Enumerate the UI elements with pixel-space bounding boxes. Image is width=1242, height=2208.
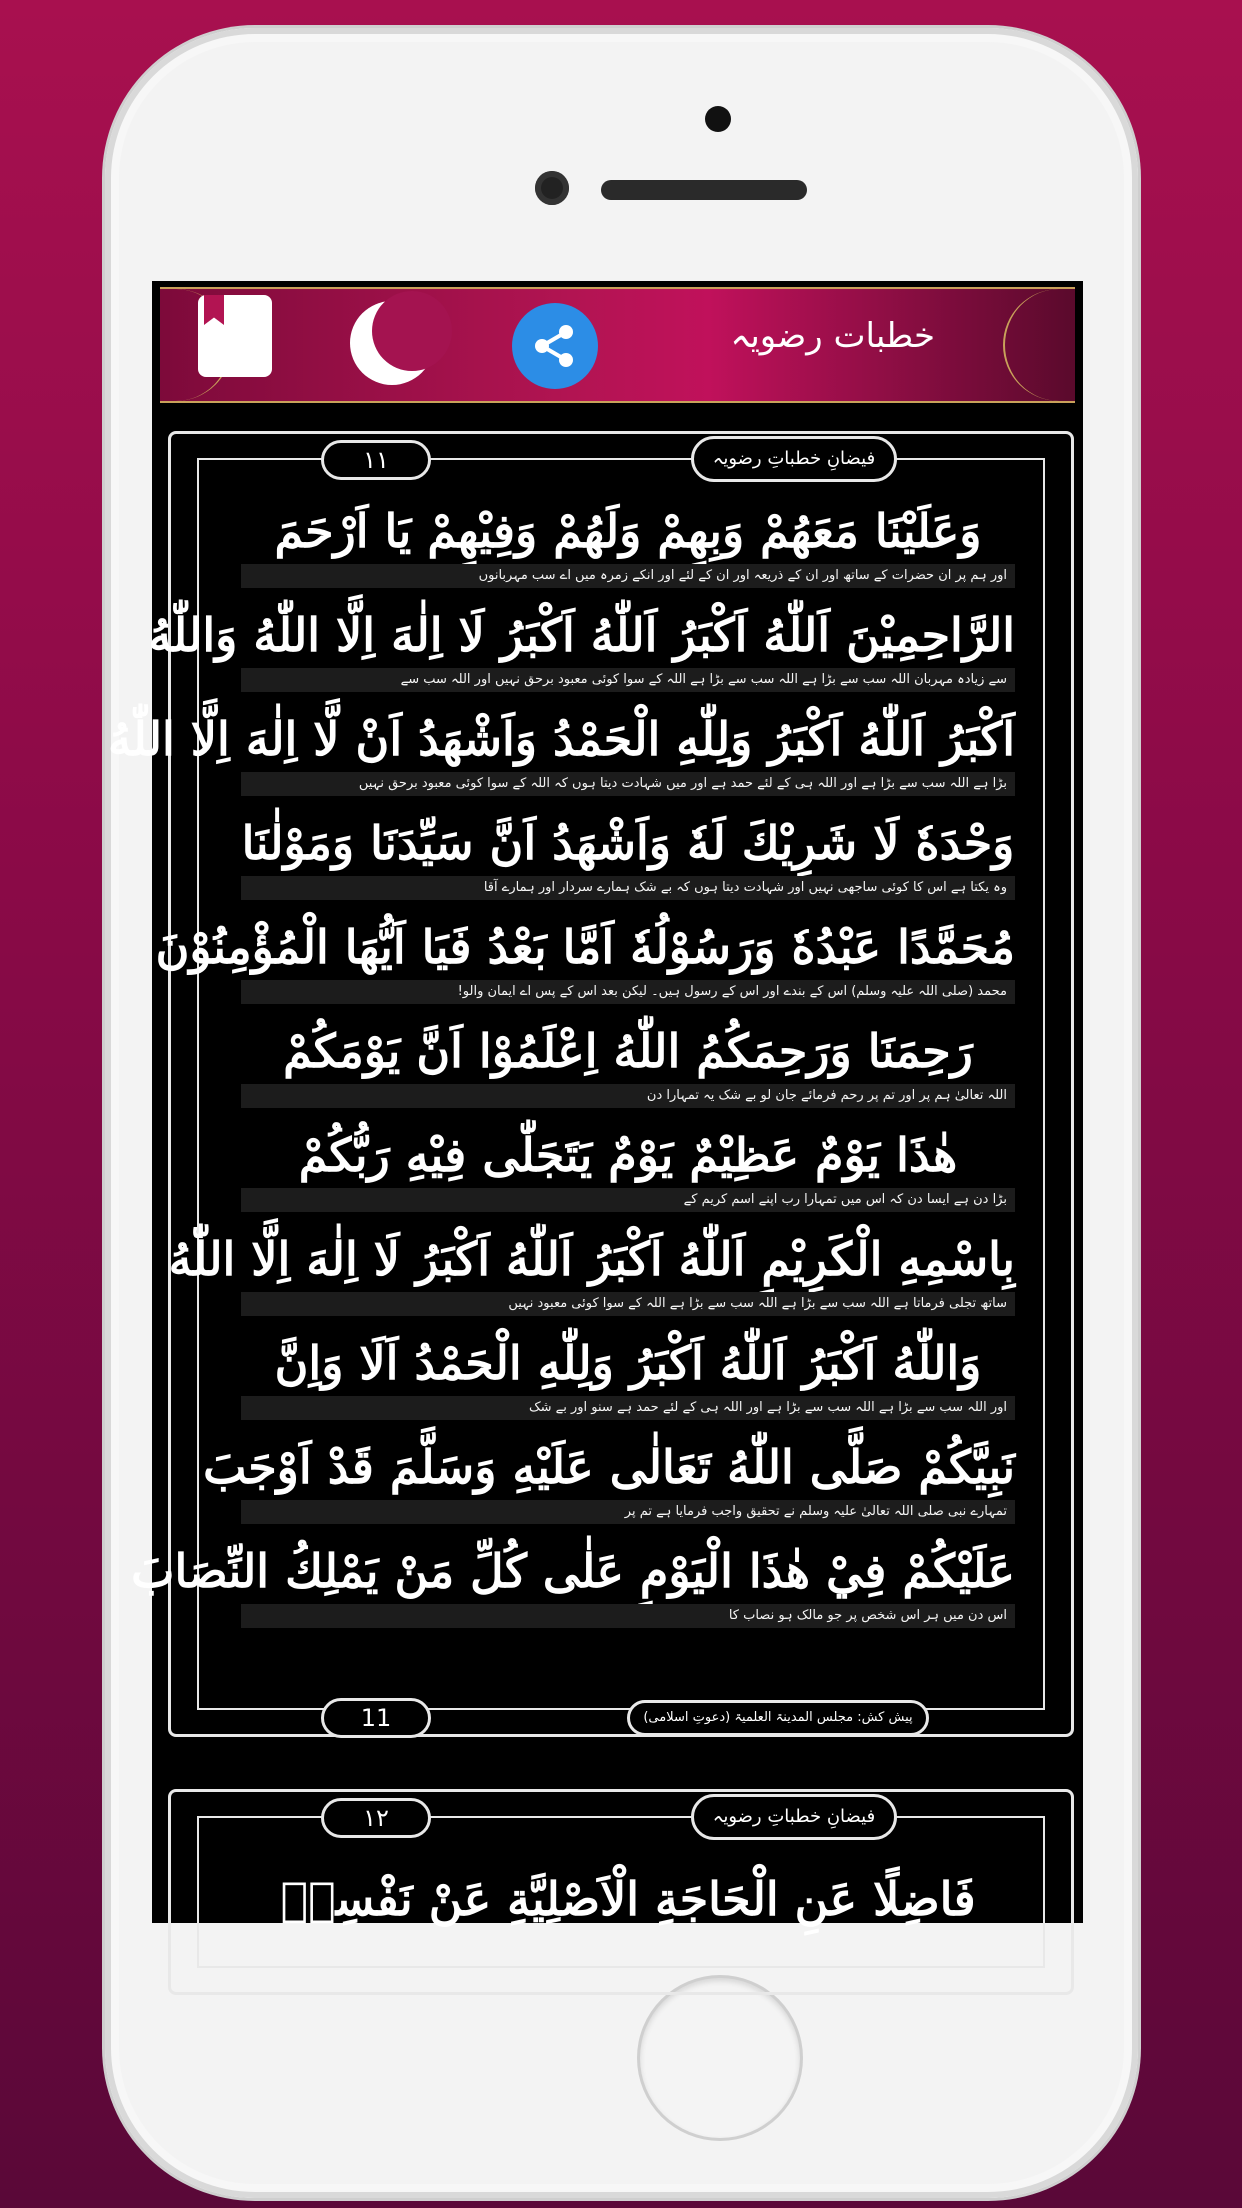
bookmark-icon <box>204 295 224 325</box>
page-footer: پیش کش: مجلس المدینۃ العلمیۃ (دعوتِ اسلامی) <box>627 1700 929 1736</box>
translation-line: اللہ تعالیٰ ہم پر اور تم پر رحم فرمائے جان لو بے شک یہ تمہارا دن <box>241 1084 1015 1108</box>
book-page[interactable] <box>108 431 1074 1737</box>
verse-line: اَكْبَرُ اَللّٰهُ اَكْبَرُ وَلِلّٰهِ الْحَمْدُ وَاَشْهَدُ اَنْ لَّا اِلٰهَ اِلَّا اللّٰهُ <box>108 712 1015 766</box>
translation-line: اور اللہ سب سے بڑا ہے اللہ سب سے بڑا ہے اور اللہ ہی کے لئے حمد ہے سنو اور بے شک <box>241 1396 1015 1420</box>
front-camera <box>535 171 569 205</box>
translation-line: اس دن میں ہر اس شخص پر جو مالک ہو نصاب کا <box>241 1604 1015 1628</box>
translation-line: بڑا ہے اللہ سب سے بڑا ہے اور اللہ ہی کے لئے حمد ہے اور میں شہادت دیتا ہوں کہ اللہ کے سوا کوئی معبود برحق نہیں <box>241 772 1015 796</box>
translation-line: بڑا دن ہے ایسا دن کہ اس میں تمہارا رب اپنے اسم کریم کے <box>241 1188 1015 1212</box>
page-header: فیضانِ خطباتِ رضویہ <box>691 436 897 482</box>
share-button[interactable] <box>512 303 598 389</box>
proximity-sensor <box>705 106 731 132</box>
verse-line: وَاللّٰهُ اَكْبَرُ اَللّٰهُ اَكْبَرُ وَلِلّٰهِ الْحَمْدُ اَلَا وَاِنَّ <box>274 1336 982 1390</box>
translation-line: محمد (صلی اللہ علیہ وسلم) اس کے بندے اور اس کے رسول ہیں۔ لیکن بعد اس کے پس اے ایمان والو! <box>241 980 1015 1004</box>
book-page-next[interactable] <box>168 1789 1074 1995</box>
night-mode-button[interactable] <box>350 301 440 385</box>
share-icon <box>532 323 578 369</box>
home-button[interactable] <box>640 1978 800 2138</box>
app-toolbar <box>160 287 1075 403</box>
verse-line: مُحَمَّدًا عَبْدُهٗ وَرَسُوْلُهٗ اَمَّا بَعْدُ فَيَا اَيُّهَا الْمُؤْمِنُوْنَ <box>155 920 1015 974</box>
verse-line: بِاسْمِهِ الْكَرِيْمِ اَللّٰهُ اَكْبَرُ اَللّٰهُ اَكْبَرُ لَا اِلٰهَ اِلَّا اللّٰهُ <box>168 1232 1015 1286</box>
verse-line: نَبِيَّكُمْ صَلَّى اللّٰهُ تَعَالٰى عَلَيْهِ وَسَلَّمَ قَدْ اَوْجَبَ <box>203 1440 1015 1494</box>
verse-line: رَحِمَنَا وَرَحِمَكُمُ اللّٰهُ اِعْلَمُوْا اَنَّ يَوْمَكُمْ <box>283 1024 973 1078</box>
verse-line: الرَّاحِمِيْنَ اَللّٰهُ اَكْبَرُ اَللّٰهُ اَكْبَرُ لَا اِلٰهَ اِلَّا اللّٰهُ وَاللّٰهُ <box>148 608 1015 662</box>
app-screen <box>108 281 1083 1926</box>
translation-line: وہ یکتا ہے اس کا کوئی ساجھی نہیں اور شہادت دیتا ہوں کہ بے شک ہمارے سردار اور ہمارے آقا <box>241 876 1015 900</box>
translation-line: اور ہم پر ان حضرات کے ساتھ اور ان کے ذریعہ اور ان کے لئے اور انکے زمرہ میں اے سب مہربانوں <box>241 564 1015 588</box>
page-number-top: ۱۲ <box>321 1798 431 1838</box>
translation-line: تمہارے نبی صلی اللہ تعالیٰ علیہ وسلم نے تحقیق واجب فرمایا ہے تم پر <box>241 1500 1015 1524</box>
moon-icon-cutout <box>372 291 452 371</box>
toolbar-ornament-right <box>1003 289 1075 401</box>
app-title: خطبات رضویہ <box>730 316 935 356</box>
verse-line: وَعَلَيْنَا مَعَهُمْ وَبِهِمْ وَلَهُمْ وَفِيْهِمْ يَا اَرْحَمَ <box>274 504 982 558</box>
verse-line: عَلَيْكُمْ فِيْ هٰذَا الْيَوْمِ عَلٰى كُلِّ مَنْ يَمْلِكُ النِّصَابَ <box>131 1544 1015 1598</box>
translation-line: سے زیادہ مہربان اللہ سب سے بڑا ہے اللہ سب سے بڑا ہے اللہ کے سوا کوئی معبود برحق نہیں اور اللہ سب سے <box>241 668 1015 692</box>
verse-line: وَحْدَهٗ لَا شَرِيْكَ لَهٗ وَاَشْهَدُ اَنَّ سَيِّدَنَا وَمَوْلٰنَا <box>241 816 1015 870</box>
verse-line: هٰذَا يَوْمٌ عَظِيْمٌ يَوْمٌ يَتَجَلّٰى فِيْهِ رَبُّكُمْ <box>298 1128 958 1182</box>
page-number-bottom: 11 <box>321 1698 431 1738</box>
page-header: فیضانِ خطباتِ رضویہ <box>691 1794 897 1840</box>
verse-line: فَاضِلًا عَنِ الْحَاجَةِ الْاَصْلِيَّةِ عَنْ نَفْسِهٖ <box>280 1872 976 1926</box>
translation-line: ساتھ تجلی فرماتا ہے اللہ سب سے بڑا ہے اللہ سب سے بڑا ہے اللہ کے سوا کوئی معبود نہیں <box>241 1292 1015 1316</box>
page-number-top: ۱۱ <box>321 440 431 480</box>
bookmark-button[interactable] <box>198 295 272 377</box>
earpiece-speaker <box>601 180 807 200</box>
